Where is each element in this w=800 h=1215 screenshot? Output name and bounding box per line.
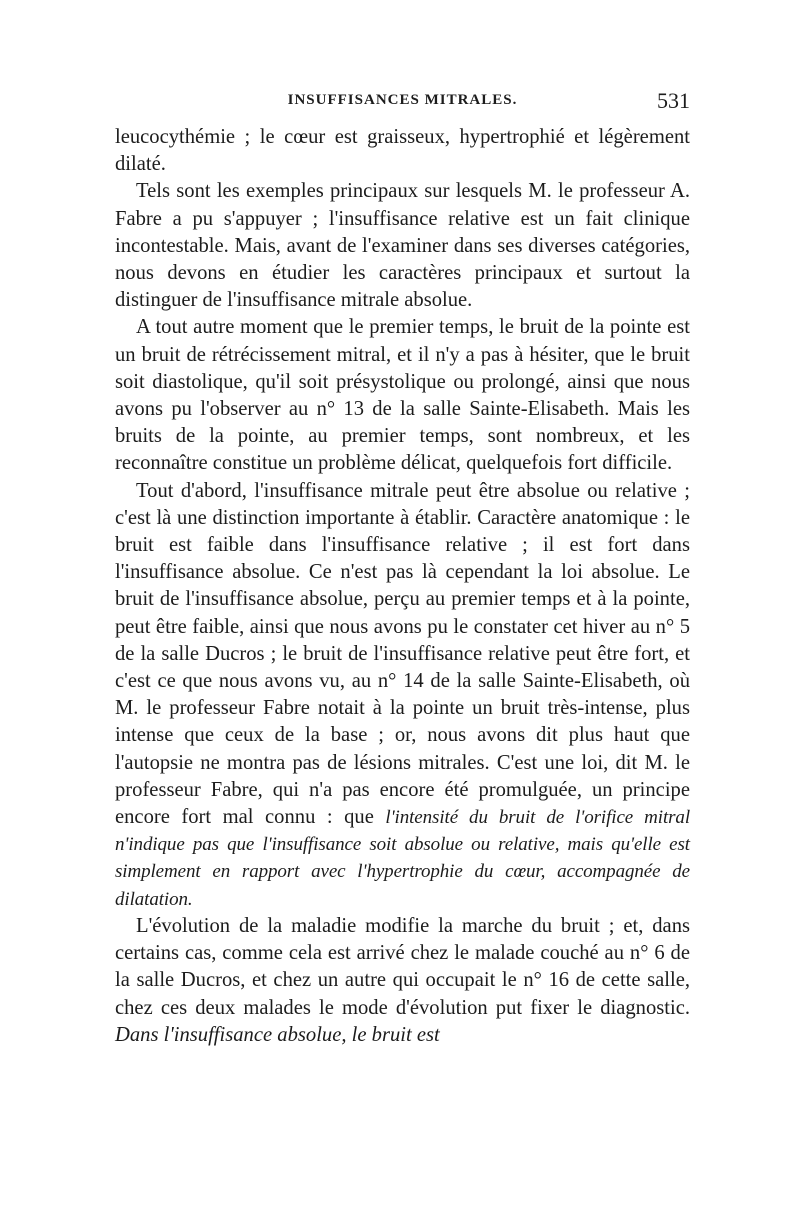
paragraph-3: A tout autre moment que le premier temps, le bruit de la pointe est un bruit de rétrécissement mitral, et il n'y a pas à hésiter, que le bruit soit diastolique, qu'il soit présystolique ou prolongé, ainsi que nous avons pu l'observer au n° 13 de la salle Sainte-Elisabeth. Mais les bruits de la pointe, au premier temps, sont nombreux, et les reconnaître constitue un problème délicat, quelquefois fort difficile. (115, 316, 690, 475)
page-number: 531 (657, 88, 690, 113)
paragraph-5-text: L'évolution de la maladie modifie la marche du bruit ; et, dans certains cas, comme cela est arrivé chez le malade couché au n° 6 de la salle Ducros, et chez un autre qui occupait le n° 16 de cette salle, chez ces deux malades le mode d'évolution put fixer le diagnostic. (115, 914, 690, 1019)
paragraph-5 (115, 913, 690, 1049)
paragraph-2: Tels sont les exemples principaux sur lesquels M. le professeur A. Fabre a pu s'appuyer ; l'insuffisance relative est un fait clinique incontestable. Mais, avant de l'examiner dans ses diverses catégories, nous devons en étudier les caractères principaux et surtout la distinguer de l'insuffisance mitrale absolue. (115, 180, 690, 312)
paragraph-1: leucocythémie ; le cœur est graisseux, hypertrophié et légèrement dilaté. (115, 126, 690, 176)
paragraph-5-italic: Dans l'insuffisance absolue, le bruit est (115, 1023, 440, 1046)
body-text (115, 124, 690, 1049)
paragraph-4 (115, 478, 690, 913)
paragraph-4-text: Tout d'abord, l'insuffisance mitrale peut être absolue ou relative ; c'est là une distinction importante à établir. Caractère anatomique : le bruit est faible dans l'insuffisance relative ; il est fort dans l'insuffisance absolue. Ce n'est pas là cependant la loi absolue. Le bruit de l'insuffisance absolue, perçu au premier temps et à la pointe, peut être faible, ainsi que nous avons pu le constater cet hiver au n° 5 de la salle Ducros ; le bruit de l'insuffisance relative peut être fort, et c'est ce que nous avons vu, au n° 14 de la salle Sainte-Elisabeth, où M. le professeur Fabre notait à la pointe un bruit très-intense, plus intense que ceux de la base ; or, nous avons dit plus haut que l'autopsie ne montra pas de lésions mitrales. C'est une loi, dit M. le professeur Fabre, qui n'a pas encore été promulguée, un principe encore fort mal connu : que (115, 479, 690, 829)
running-title: INSUFFISANCES MITRALES. (287, 92, 518, 108)
paragraph-4-italic: l'intensité du bruit de l'orifice mitral n'indique pas que l'insuffisance soit absolue ou relative, mais qu'elle est simplement en rapport avec l'hypertrophie du cœur, accompagnée de dilatation. (115, 807, 691, 910)
page-header (115, 88, 690, 122)
